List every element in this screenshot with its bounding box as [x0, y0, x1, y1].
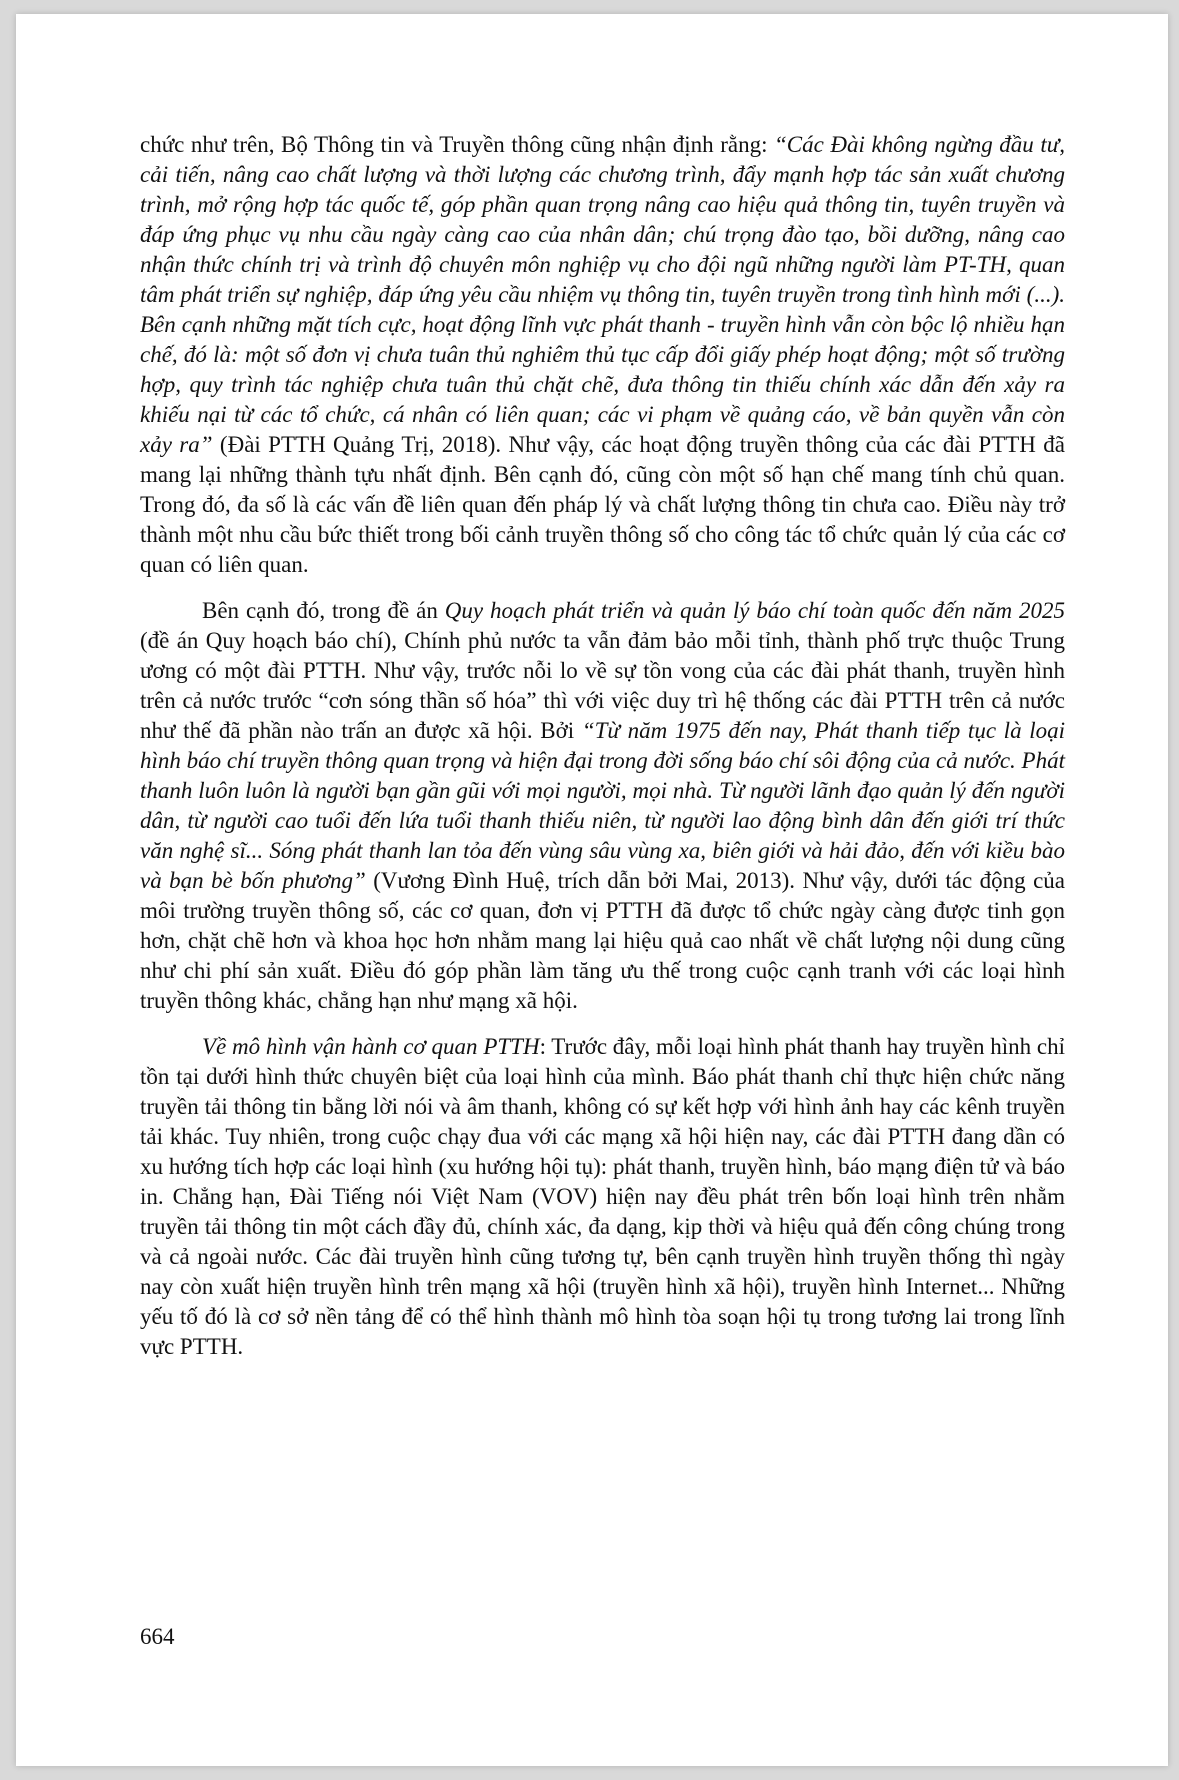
paragraph-1-text: (Đài PTTH Quảng Trị, 2018). Như vậy, các hoạt động truyền thông của các đài PTTH đã mang lại những thành tựu nhất định. Bên cạnh đó, cũng còn một số hạn chế mang tính chủ quan. Trong đó, đa số là các vấn đề liên quan đến pháp lý và chất lượng thông tin chưa cao. Điều này trở thành một nhu cầu bức thiết trong bối cảnh truyền thông số cho công tác tổ chức quản lý của các cơ quan có liên quan.	[140, 432, 1065, 577]
paragraph-3	[140, 1032, 1065, 1362]
paragraph-2-title: Quy hoạch phát triển và quản lý báo chí toàn quốc đến năm 2025	[444, 598, 1065, 623]
paragraph-1	[140, 130, 1065, 580]
paragraph-3-text: : Trước đây, mỗi loại hình phát thanh hay truyền hình chỉ tồn tại dưới hình thức chuyên biệt của loại hình của mình. Báo phát thanh chỉ thực hiện chức năng truyền tải thông tin bằng lời nói và âm thanh, không có sự kết hợp với hình ảnh hay các kênh truyền tải khác. Tuy nhiên, trong cuộc chạy đua với các mạng xã hội hiện nay, các đài PTTH đang dần có xu hướng tích hợp các loại hình (xu hướng hội tụ): phát thanh, truyền hình, báo mạng điện tử và báo in. Chẳng hạn, Đài Tiếng nói Việt Nam (VOV) hiện nay đều phát trên bốn loại hình trên nhằm truyền tải thông tin một cách đầy đủ, chính xác, đa dạng, kịp thời và hiệu quả đến công chúng trong và cả ngoài nước. Các đài truyền hình cũng tương tự, bên cạnh truyền hình truyền thống thì ngày nay còn xuất hiện truyền hình trên mạng xã hội (truyền hình xã hội), truyền hình Internet... Những yếu tố đó là cơ sở nền tảng để có thể hình thành mô hình tòa soạn hội tụ trong tương lai trong lĩnh vực PTTH.	[140, 1034, 1065, 1359]
page-number: 664	[140, 1624, 175, 1649]
paragraph-2	[140, 596, 1065, 1016]
paragraph-1-quote: “Các Đài không ngừng đầu tư, cải tiến, nâng cao chất lượng và thời lượng các chương trình, đẩy mạnh hợp tác sản xuất chương trình, mở rộng hợp tác quốc tế, góp phần quan trọng nâng cao hiệu quả thông tin, tuyên truyền và đáp ứng phục vụ nhu cầu ngày càng cao của nhân dân; chú trọng đào tạo, bồi dưỡng, nâng cao nhận thức chính trị và trình độ chuyên môn nghiệp vụ cho đội ngũ những người làm PT-TH, quan tâm phát triển sự nghiệp, đáp ứng yêu cầu nhiệm vụ thông tin, tuyên truyền trong tình hình mới (...). Bên cạnh những mặt tích cực, hoạt động lĩnh vực phát thanh - truyền hình vẫn còn bộc lộ nhiều hạn chế, đó là: một số đơn vị chưa tuân thủ nghiêm thủ tục cấp đổi giấy phép hoạt động; một số trường hợp, quy trình tác nghiệp chưa tuân thủ chặt chẽ, đưa thông tin thiếu chính xác dẫn đến xảy ra khiếu nại từ các tổ chức, cá nhân có liên quan; các vi phạm về quảng cáo, về bản quyền vẫn còn xảy ra”	[140, 132, 1066, 457]
paragraph-2-text: (Vương Đình Huệ, trích dẫn bởi Mai, 2013). Như vậy, dưới tác động của môi trường truyền thông số, các cơ quan, đơn vị PTTH đã được tổ chức ngày càng được tinh gọn hơn, chặt chẽ hơn và khoa học hơn nhằm mang lại hiệu quả cao nhất về chất lượng nội dung cũng như chi phí sản xuất. Điều đó góp phần làm tăng ưu thế trong cuộc cạnh tranh với các loại hình truyền thông khác, chẳng hạn như mạng xã hội.	[140, 868, 1065, 1013]
paragraph-2-quote: “Từ năm 1975 đến nay, Phát thanh tiếp tục là loại hình báo chí truyền thông quan trọng và hiện đại trong đời sống báo chí sôi động của cả nước. Phát thanh luôn luôn là người bạn gần gũi với mọi người, mọi nhà. Từ người lãnh đạo quản lý đến người dân, từ người cao tuổi đến lứa tuổi thanh thiếu niên, từ người lao động bình dân đến giới trí thức văn nghệ sĩ... Sóng phát thanh lan tỏa đến vùng sâu vùng xa, biên giới và hải đảo, đến với kiều bào và bạn bè bốn phương”	[140, 718, 1065, 893]
body-text	[140, 130, 1065, 1378]
paragraph-2-text: Bên cạnh đó, trong đề án	[202, 598, 445, 623]
paragraph-1-text: chức như trên, Bộ Thông tin và Truyền thông cũng nhận định rằng:	[140, 132, 775, 157]
paragraph-2-text: (đề án Quy hoạch báo chí), Chính phủ nước ta vẫn đảm bảo mỗi tỉnh, thành phố trực thuộc Trung ương có một đài PTTH. Như vậy, trước nỗi lo về sự tồn vong của các đài phát thanh, truyền hình trên cả nước trước “cơn sóng thần số hóa” thì với việc duy trì hệ thống các đài PTTH trên cả nước như thế đã phần nào trấn an được xã hội. Bởi	[140, 628, 1065, 743]
document-page	[16, 14, 1168, 1766]
paragraph-3-heading: Về mô hình vận hành cơ quan PTTH	[202, 1034, 540, 1059]
